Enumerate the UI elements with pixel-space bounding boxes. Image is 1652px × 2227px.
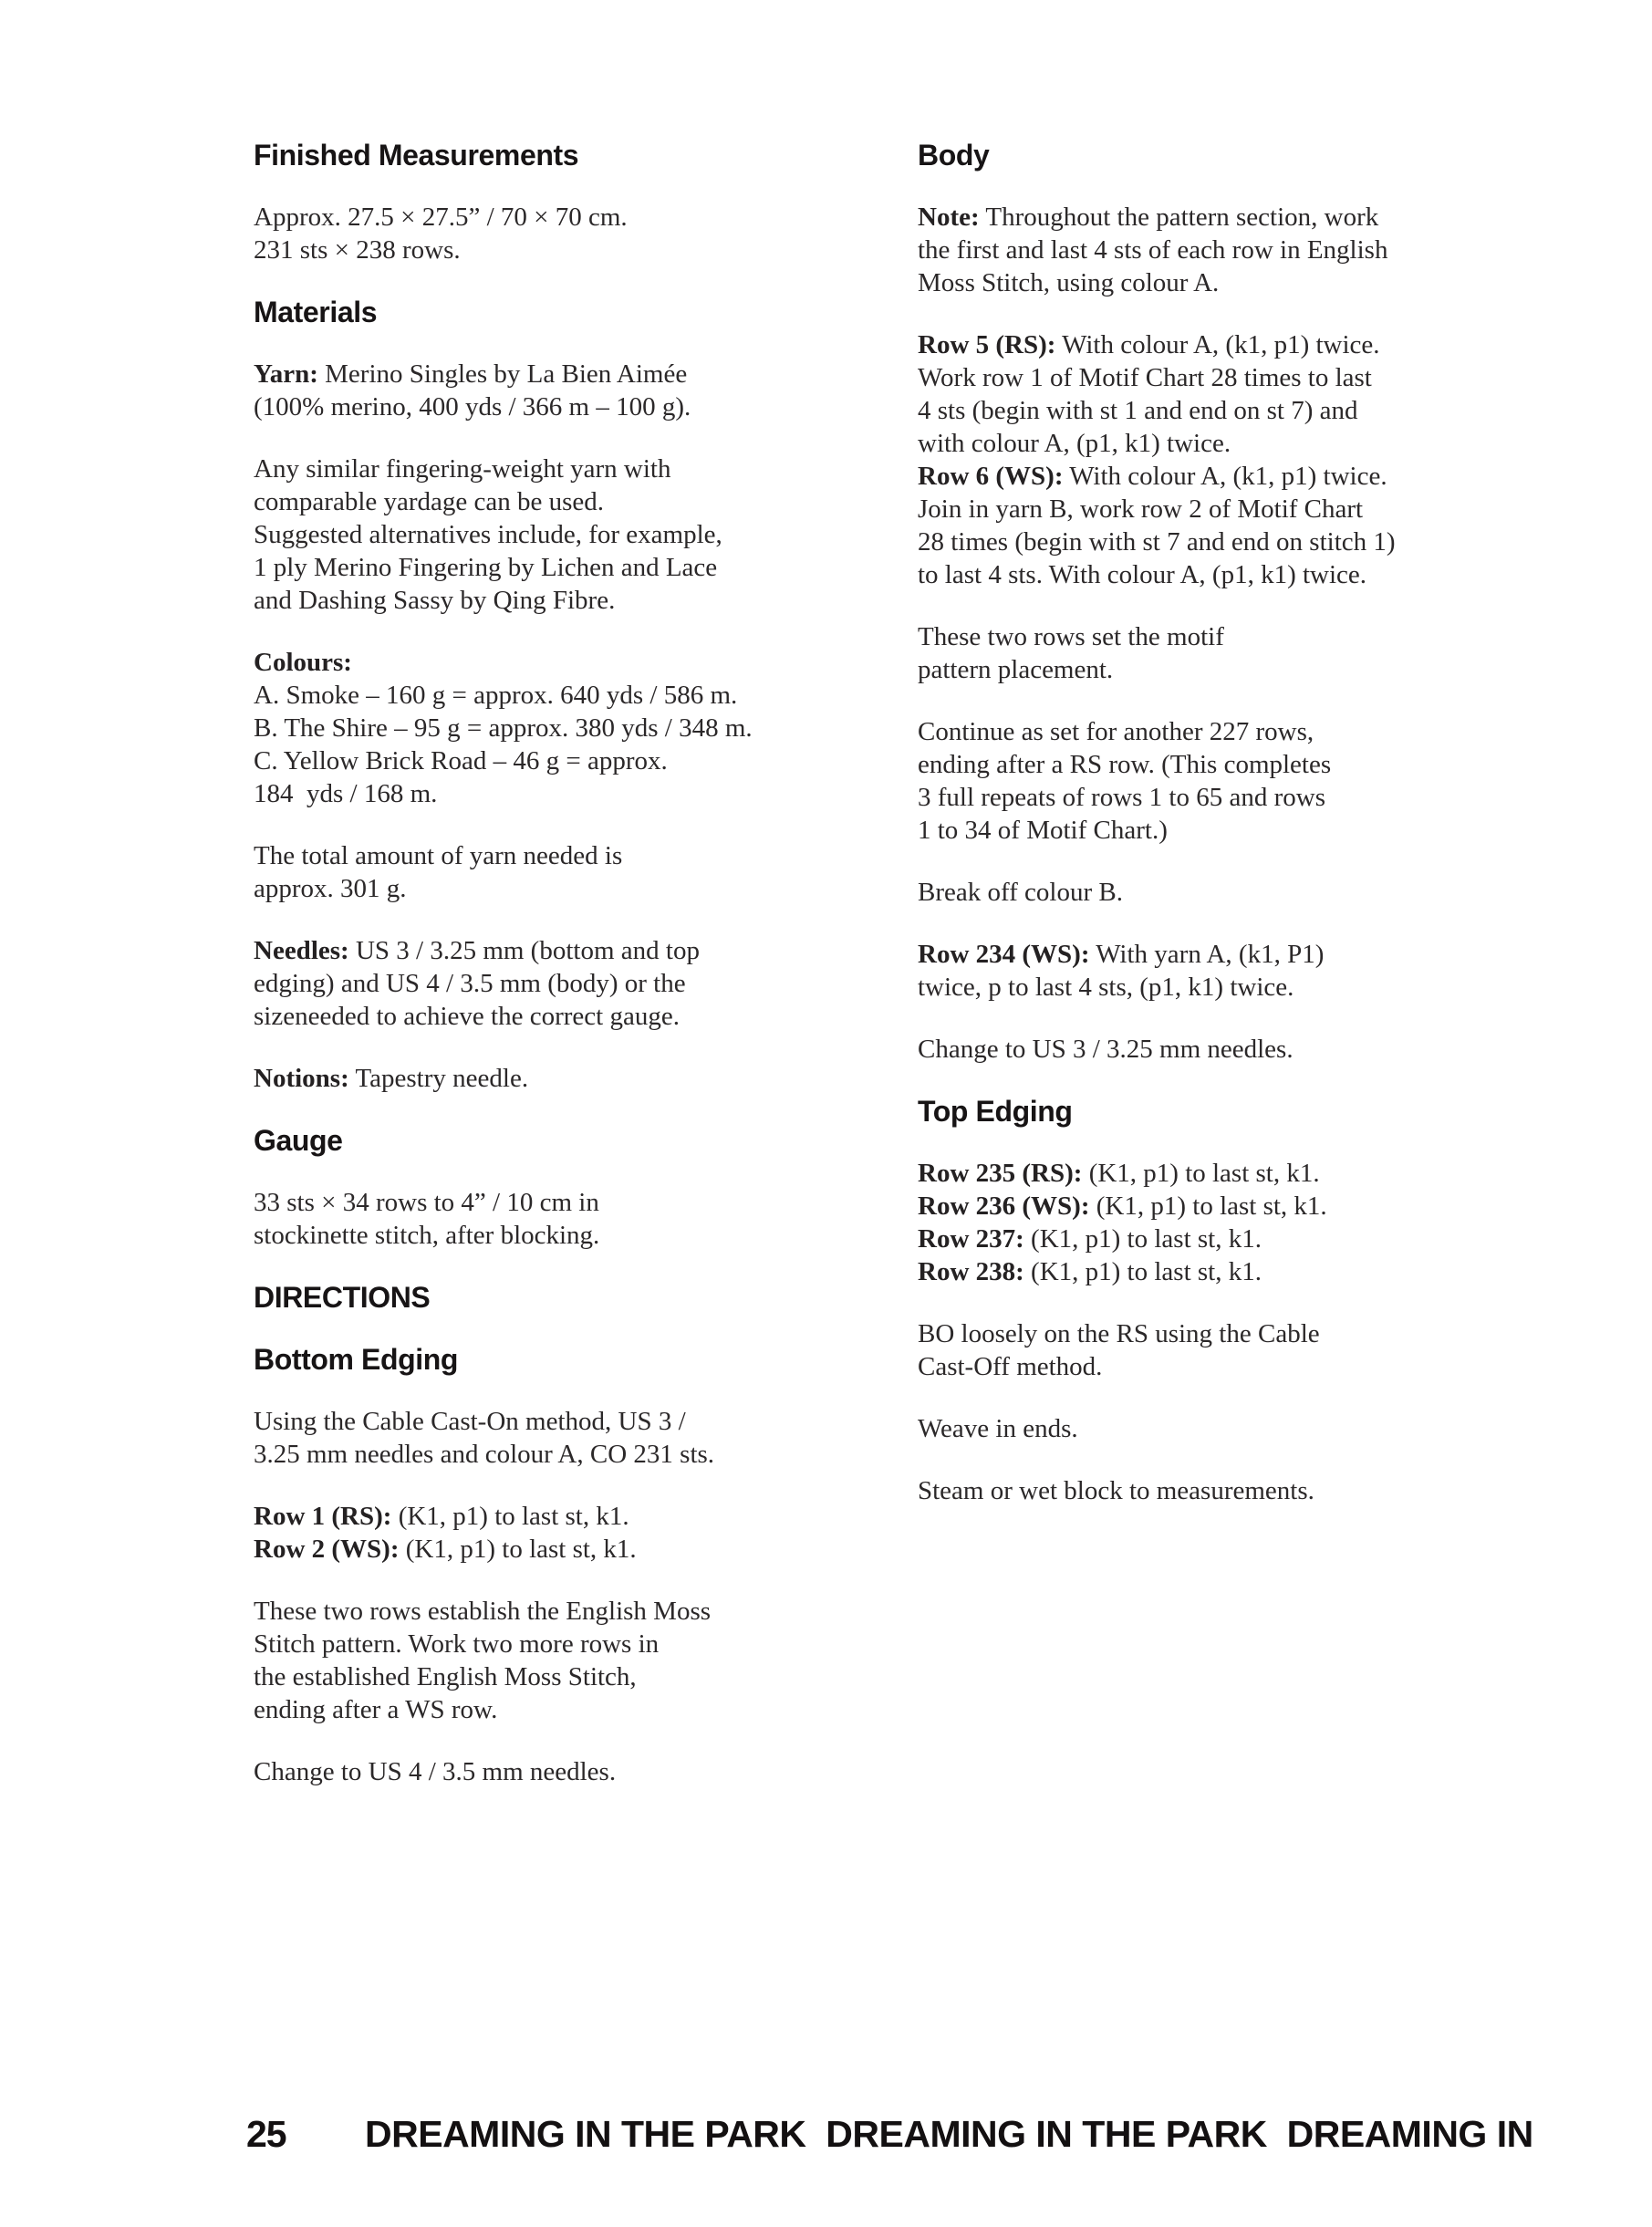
heading-directions: [254, 1281, 819, 1314]
needles-paragraph: [254, 934, 819, 1033]
text-line: A. Smoke – 160 g = approx. 640 yds / 586 m.: [254, 681, 738, 710]
heading-text: DIRECTIONS: [254, 1281, 431, 1314]
blocking-paragraph: [918, 1474, 1501, 1507]
heading-text: Body: [918, 139, 990, 172]
yarn-paragraph: [254, 358, 819, 423]
heading-finished-measurements: [254, 139, 819, 172]
heading-text: Materials: [254, 296, 378, 328]
moss-stitch-paragraph: [254, 1595, 819, 1726]
text-line: Row 237: (K1, p1) to last st, k1.: [918, 1224, 1262, 1254]
text-line: Notions: Tapestry needle.: [254, 1064, 529, 1093]
text-line: Note: Throughout the pattern section, work: [918, 203, 1379, 232]
yarn-total-paragraph: [254, 839, 819, 905]
cast-on-paragraph: [254, 1405, 819, 1471]
text-line: Row 235 (RS): (K1, p1) to last st, k1.: [918, 1159, 1320, 1188]
text-line: the established English Moss Stitch,: [254, 1662, 637, 1691]
text-line: Yarn: Merino Singles by La Bien Aimée: [254, 359, 688, 389]
text-line: Using the Cable Cast-On method, US 3 /: [254, 1407, 686, 1436]
text-line: Moss Stitch, using colour A.: [918, 268, 1220, 297]
text-line: 3 full repeats of rows 1 to 65 and rows: [918, 783, 1325, 812]
text-line: edging) and US 4 / 3.5 mm (body) or the: [254, 969, 686, 998]
gauge-paragraph: [254, 1186, 819, 1252]
text-line: The total amount of yarn needed is: [254, 841, 623, 870]
page-footer: [0, 2111, 1652, 2157]
heading-top-edging: [918, 1095, 1501, 1128]
rows-235-238-paragraph: [918, 1157, 1501, 1288]
text-line: the first and last 4 sts of each row in English: [918, 235, 1388, 265]
text-line: to last 4 sts. With colour A, (p1, k1) twice.: [918, 560, 1367, 589]
text-line: These two rows establish the English Moss: [254, 1597, 712, 1626]
finished-measurements-paragraph: [254, 201, 819, 266]
continue-paragraph: [918, 715, 1501, 847]
text-line: B. The Shire – 95 g = approx. 380 yds / 348 m.: [254, 713, 753, 743]
text-line: 28 times (begin with st 7 and end on stitch 1): [918, 527, 1396, 557]
text-line: stockinette stitch, after blocking.: [254, 1221, 600, 1250]
text-line: and Dashing Sassy by Qing Fibre.: [254, 586, 616, 615]
yarn-alternatives-paragraph: [254, 453, 819, 617]
text-line: with colour A, (p1, k1) twice.: [918, 429, 1231, 458]
rows-5-6-paragraph: [918, 328, 1501, 591]
text-line: Change to US 4 / 3.5 mm needles.: [254, 1757, 617, 1786]
text-line: C. Yellow Brick Road – 46 g = approx.: [254, 746, 668, 775]
change-needles-paragraph: [918, 1033, 1501, 1066]
text-line: pattern placement.: [918, 655, 1114, 684]
heading-materials: [254, 296, 819, 328]
text-line: Join in yarn B, work row 2 of Motif Chart: [918, 494, 1364, 524]
text-line: twice, p to last 4 sts, (p1, k1) twice.: [918, 973, 1294, 1002]
text-line: sizeneeded to achieve the correct gauge.: [254, 1002, 680, 1031]
heading-text: Bottom Edging: [254, 1343, 459, 1376]
note-paragraph: [918, 201, 1501, 299]
text-line: Row 236 (WS): (K1, p1) to last st, k1.: [918, 1192, 1327, 1221]
weave-ends-paragraph: [918, 1412, 1501, 1445]
text-line: Suggested alternatives include, for example,: [254, 520, 722, 549]
text-line: Colours:: [254, 648, 352, 677]
bind-off-paragraph: [918, 1317, 1501, 1383]
text-line: ending after a RS row. (This completes: [918, 750, 1332, 779]
text-line: comparable yardage can be used.: [254, 487, 605, 516]
text-line: Row 1 (RS): (K1, p1) to last st, k1.: [254, 1502, 629, 1531]
text-line: (100% merino, 400 yds / 366 m – 100 g).: [254, 392, 691, 421]
text-line: Work row 1 of Motif Chart 28 times to last: [918, 363, 1372, 392]
text-line: ending after a WS row.: [254, 1695, 498, 1724]
break-colour-paragraph: [918, 876, 1501, 909]
text-line: Stitch pattern. Work two more rows in: [254, 1629, 660, 1659]
row-234-paragraph: [918, 938, 1501, 1004]
rows-1-2-paragraph: [254, 1500, 819, 1566]
text-line: Cast-Off method.: [918, 1352, 1103, 1381]
text-line: 33 sts × 34 rows to 4” / 10 cm in: [254, 1188, 599, 1217]
page-number: 25: [246, 2113, 286, 2155]
running-title: DREAMING IN THE PARK DREAMING IN THE PARK DREAMING IN: [365, 2113, 1533, 2155]
right-column: [918, 139, 1501, 1536]
text-line: Continue as set for another 227 rows,: [918, 717, 1314, 746]
notions-paragraph: [254, 1062, 819, 1095]
text-line: 3.25 mm needles and colour A, CO 231 sts.: [254, 1440, 715, 1469]
text-line: Row 6 (WS): With colour A, (k1, p1) twice.: [918, 462, 1387, 491]
text-line: These two rows set the motif: [918, 622, 1224, 651]
text-line: Row 238: (K1, p1) to last st, k1.: [918, 1257, 1262, 1286]
text-line: 1 ply Merino Fingering by Lichen and Lace: [254, 553, 718, 582]
heading-text: Gauge: [254, 1124, 343, 1157]
colours-list: [254, 646, 819, 810]
text-line: Any similar fingering-weight yarn with: [254, 454, 671, 484]
motif-placement-paragraph: [918, 620, 1501, 686]
text-line: Weave in ends.: [918, 1414, 1078, 1443]
heading-gauge: [254, 1124, 819, 1157]
text-line: 1 to 34 of Motif Chart.): [918, 816, 1168, 845]
text-line: Steam or wet block to measurements.: [918, 1476, 1314, 1505]
heading-text: Finished Measurements: [254, 139, 579, 172]
text-line: Row 234 (WS): With yarn A, (k1, P1): [918, 940, 1325, 969]
text-line: 4 sts (begin with st 1 and end on st 7) and: [918, 396, 1358, 425]
text-line: approx. 301 g.: [254, 874, 407, 903]
text-line: Needles: US 3 / 3.25 mm (bottom and top: [254, 936, 700, 965]
text-line: BO loosely on the RS using the Cable: [918, 1319, 1320, 1348]
text-line: 231 sts × 238 rows.: [254, 235, 461, 265]
text-line: Break off colour B.: [918, 878, 1123, 907]
heading-bottom-edging: [254, 1343, 819, 1376]
text-line: 184 yds / 168 m.: [254, 779, 438, 808]
text-line: Approx. 27.5 × 27.5” / 70 × 70 cm.: [254, 203, 628, 232]
heading-body: [918, 139, 1501, 172]
left-column: [254, 139, 819, 1817]
text-line: Row 2 (WS): (K1, p1) to last st, k1.: [254, 1535, 637, 1564]
change-needles-paragraph: [254, 1755, 819, 1788]
text-line: Row 5 (RS): With colour A, (k1, p1) twice.: [918, 330, 1380, 359]
heading-text: Top Edging: [918, 1095, 1073, 1128]
text-line: Change to US 3 / 3.25 mm needles.: [918, 1035, 1294, 1064]
